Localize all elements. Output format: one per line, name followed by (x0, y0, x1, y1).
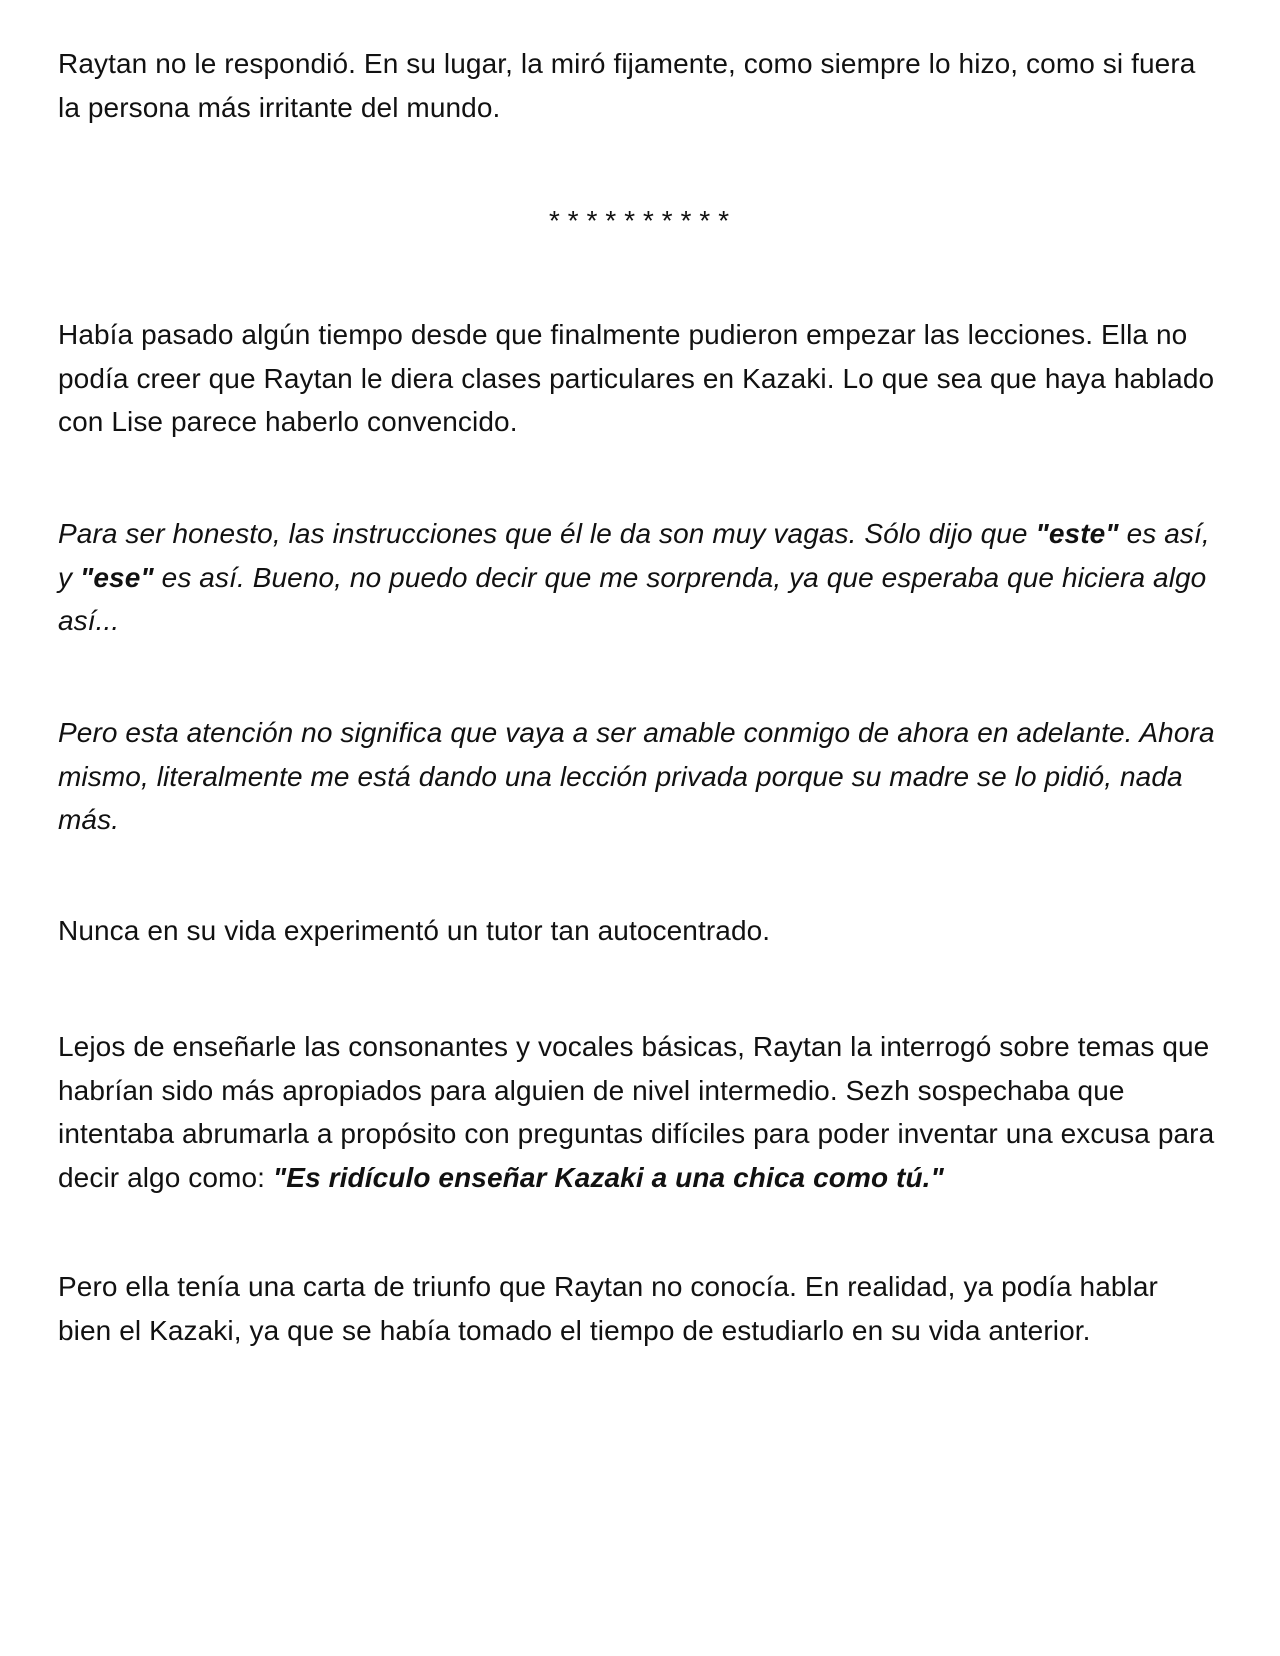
section-separator: ********** (545, 209, 735, 240)
paragraph-3-quote-ese: "ese" (79, 561, 154, 593)
paragraph-3-text-e: es así. Bueno, no puedo decir que me sorprenda, ya que esperaba que hiciera algo así... (58, 561, 1207, 636)
paragraph-3-quote-este: "este" (1035, 518, 1119, 549)
paragraph-4: Pero esta atención no significa que vaya a ser amable conmigo de ahora en adelante. Ahora mismo, literalmente me está dando una lección privada porque su madre se lo pidió, nada más. (58, 717, 1215, 835)
paragraph-3-text-c: es así, y (58, 518, 1210, 593)
paragraph-1: Raytan no le respondió. En su lugar, la miró fijamente, como siempre lo hizo, como si fuera la persona más irritante del mundo. (58, 48, 1196, 123)
paragraph-6 (58, 1025, 1218, 1199)
paragraph-5: Nunca en su vida experimentó un tutor tan autocentrado. (58, 915, 771, 946)
paragraph-6-quote: "Es ridículo enseñar Kazaki a una chica como tú." (272, 1161, 944, 1193)
paragraph-6-text: Lejos de enseñarle las consonantes y vocales básicas, Raytan la interrogó sobre temas que habrían sido más apropiados para alguien de nivel intermedio. Sezh sospechaba que intentaba abrumarla a propósito con preguntas difíciles para poder inventar una excusa para decir algo como: (58, 1031, 1215, 1193)
paragraph-3 (58, 512, 1218, 643)
paragraph-3-text-a: Para ser honesto, las instrucciones que él le da son muy vagas. Sólo dijo que (58, 518, 1036, 549)
paragraph-7: Pero ella tenía una carta de triunfo que Raytan no conocía. En realidad, ya podía hablar bien el Kazaki, ya que se había tomado el tiempo de estudiarlo en su vida anterior. (58, 1271, 1158, 1346)
paragraph-2: Había pasado algún tiempo desde que finalmente pudieron empezar las lecciones. Ella no podía creer que Raytan le diera clases particulares en Kazaki. Lo que sea que haya hablado con Lise parece haberlo convencido. (58, 319, 1215, 437)
